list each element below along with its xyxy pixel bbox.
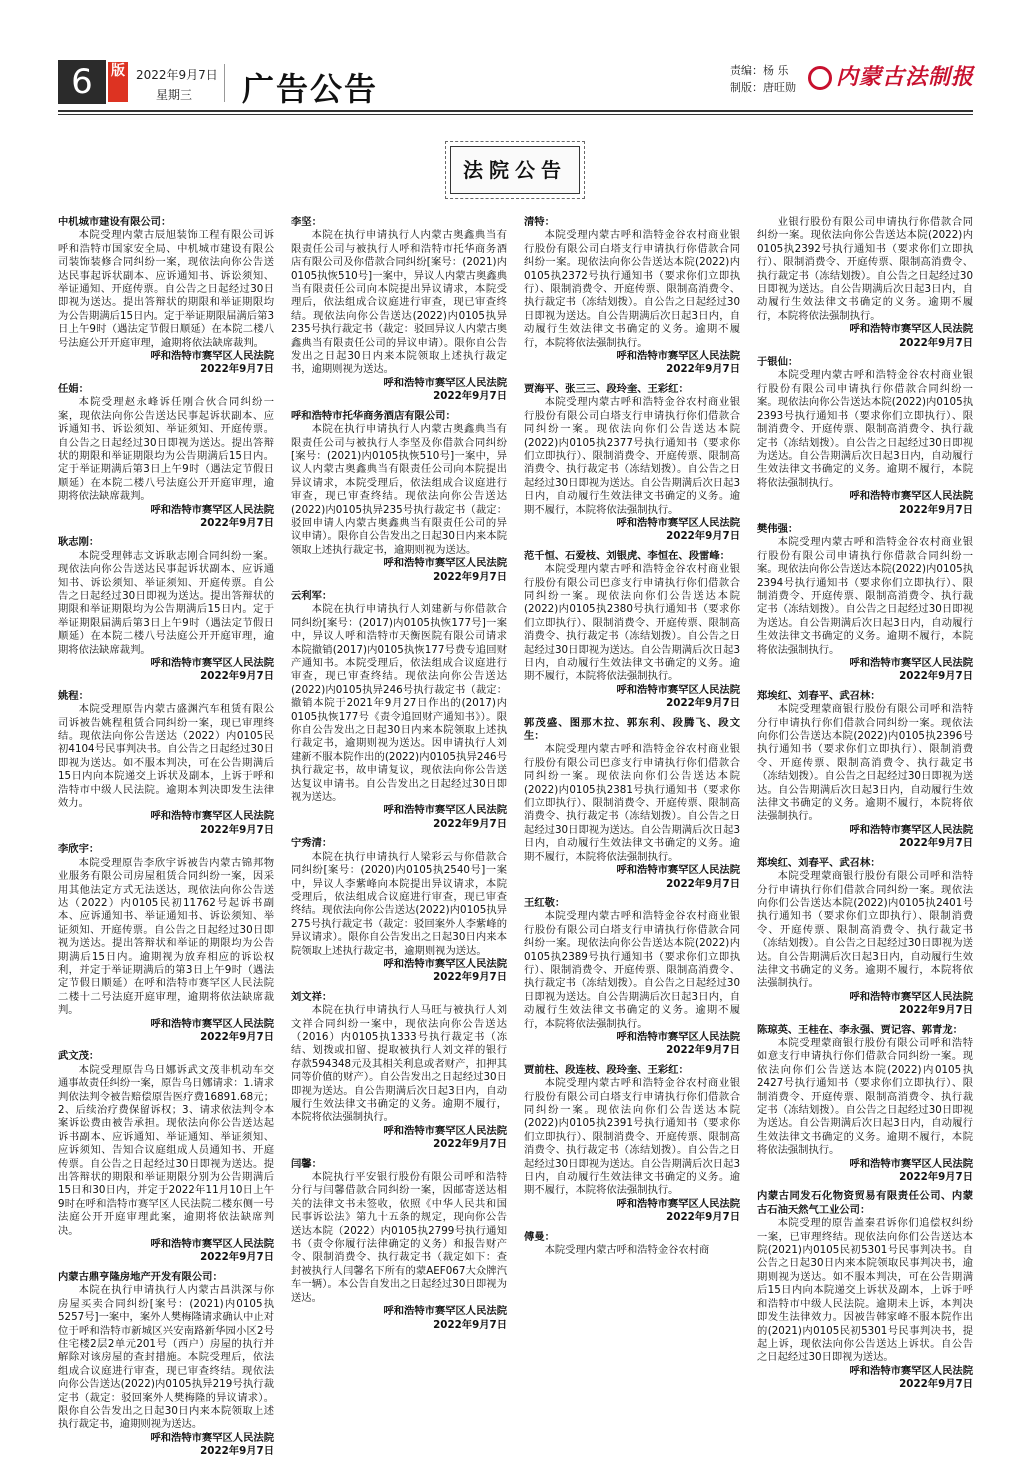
court-notice — [58, 383, 274, 530]
notice-addressee: 郑埃红、刘春平、武召林： — [757, 689, 881, 702]
header-divider — [224, 64, 225, 102]
notice-court: 呼和浩特市赛罕区人民法院 — [150, 350, 274, 363]
notice-body: 本院受理蒙商银行股份有限公司呼和浩特如意支行申请执行你们借款合同纠纷一案。现依法向你们公告送达本院(2022)内0105执2427号执行通知书（要求你们立即执行）、限制消费令、开庭传票、限制高消费令、执行裁定书（冻结划拨）。自公告之日起经过30日即视为送达。自公告期满后次日起3日内，自动履行生效法律文书确定的义务。逾期不履行，本院将依法强制执行。 — [757, 1036, 973, 1157]
notice-date: 2022年9月7日 — [200, 516, 274, 529]
notice-body: 本院在执行申请执行人马旺与被执行人刘文祥合同纠纷一案中，现依法向你公告送达（2016）内0105执1333号执行裁定书（冻结、划拨或扣留、提取被执行人刘文祥的银行存款594348元及其相关利息或者财产，扣押其同等价值的财产）。自公告发出之日起经过30日即视为送达。自公告期满后次日起3日内，自动履行生效法律文书确定的义务。逾期不履行，本院将依法强制执行。 — [291, 1004, 507, 1124]
notice-addressee: 傅曼： — [524, 1230, 555, 1243]
notice-court: 呼和浩特市赛罕区人民法院 — [849, 990, 973, 1003]
notice-addressee: 清特： — [524, 216, 555, 228]
notice-addressee: 王红敬： — [524, 896, 566, 909]
notice-addressee: 云利军： — [291, 589, 333, 602]
notice-court: 呼和浩特市赛罕区人民法院 — [383, 1124, 507, 1137]
notice-body: 本院受理原告李欣宇诉被告内蒙古锦邦物业服务有限公司房屋租赁合同纠纷一案，因采用其他法定方式无法送达，现依法向你公告送达（2022）内0105民初11762号起诉书副本、应诉通知书、举证通知书、诉讼须知、举证须知、开庭传票。自公告之日起经过30日即视为送达。提出答辩状和举证的期限均为公告期满后15日内。逾期视为放弃相应的诉讼权利，并定于举证期满后的第3日上午9时（遇法定节假日顺延）在呼和浩特市赛罕区人民法院二楼十二号法庭开庭审理，逾期将依法缺席裁判。 — [58, 856, 274, 1017]
notice-body: 本院受理蒙商银行股份有限公司呼和浩特分行申请执行你们借款合同纠纷一案。现依法向你们公告送达本院(2022)内0105执2401号执行通知书（要求你们立即执行）、限制消费令、开庭传票、限制高消费令、执行裁定书（冻结划拨）。自公告之日起经过30日即视为送达。自公告期满后次日起3日内，自动履行生效法律文书确定的义务。逾期不履行，本院将依法强制执行。 — [757, 870, 973, 990]
notice-court: 呼和浩特市赛罕区人民法院 — [849, 323, 973, 336]
court-notice — [58, 1050, 274, 1265]
editor-line: 责编：杨 乐 — [730, 64, 789, 77]
court-notice — [291, 837, 507, 984]
court-notice — [757, 216, 973, 350]
notice-body: 本院受理内蒙古呼和浩特金谷农村商 — [544, 1244, 710, 1257]
notice-court: 呼和浩特市赛罕区人民法院 — [150, 503, 274, 516]
court-notice — [291, 590, 507, 831]
masthead — [808, 60, 974, 91]
court-notice — [524, 897, 740, 1058]
issue-weekday: 星期三 — [156, 88, 193, 102]
court-notice — [757, 523, 973, 684]
editor-credits — [730, 62, 796, 96]
notice-date: 2022年9月7日 — [433, 1138, 507, 1151]
notice-court: 呼和浩特市赛罕区人民法院 — [616, 864, 740, 877]
notice-body: 本院受理原告乌日娜诉武文茂非机动车交通事故责任纠纷一案，原告乌日娜请求：1.请求判依法判令被告赔偿原告医疗费16891.68元；2、后续治疗费保留诉权；3、请求依法判令本案诉讼费由被告承担。现依法向你公告送达起诉书副本、应诉通知、举证通知、举证须知、应诉须知、告知合议庭组成人员通知书、开庭传票。自公告之日起经过30日即视为送达。提出答辩状的期限和举证期限分别为公告期满后15日和30日内，并定于2022年11月10日上午9时在呼和浩特市赛罕区人民法院二楼东侧一号法庭公开开庭审理此案，逾期将依法缺席判决。 — [58, 1063, 274, 1237]
notice-body: 本院受理原告内蒙古盛渊汽车租赁有限公司诉被告姚程租赁合同纠纷一案，现已审理终结。现依法向你公告送达（2022）内0105民初4104号民事判决书。自公告之日起经过30日即视为送达。如不服本判决，可在公告期满后15日内向本院递交上诉状及副本，上诉于呼和浩特市中级人民法院。逾期本判决即发生法律效力。 — [58, 703, 274, 810]
notice-court: 呼和浩特市赛罕区人民法院 — [383, 1305, 507, 1318]
court-notice — [291, 410, 507, 584]
notice-addressee: 李坚： — [291, 216, 322, 228]
court-notice — [524, 383, 740, 544]
notice-date: 2022年9月7日 — [200, 363, 274, 376]
notice-date: 2022年9月7日 — [899, 503, 973, 516]
notice-court: 呼和浩特市赛罕区人民法院 — [150, 1238, 274, 1251]
notice-addressee: 武文茂： — [58, 1050, 100, 1063]
notice-date: 2022年9月7日 — [200, 1251, 274, 1264]
notice-court: 呼和浩特市赛罕区人民法院 — [849, 657, 973, 669]
column-4 — [757, 216, 973, 1484]
notice-court: 呼和浩特市赛罕区人民法院 — [849, 1364, 973, 1377]
notice-body: 本院受理内蒙古呼和浩特金谷农村商业银行股份有限公司白塔支行申请执行你借款合同纠纷一案。现依法向你公告送达本院(2022)内0105执2372号执行通知书（要求你们立即执行）、限制消费令、开庭传票、限制高消费令、执行裁定书（冻结划拨）。自公告之日起经过30日即视为送达。自公告期满后次日起3日内，自动履行生效法律文书确定的义务。逾期不履行，本院将依法强制执行。 — [524, 229, 740, 349]
notice-court: 呼和浩特市赛罕区人民法院 — [849, 823, 973, 836]
notice-date: 2022年9月7日 — [666, 530, 740, 543]
court-notice — [58, 690, 274, 837]
court-notice — [58, 1271, 274, 1459]
notice-body: 本院受理内蒙古呼和浩特金谷农村商业银行股份有限公司申请执行你借款合同纠纷一案。现依法向你公告送达本院(2022)内0105执2394号执行通知书（要求你们立即执行）、限制消费令、开庭传票、限制高消费令、执行裁定书（冻结划拨）。自公告之日起经过30日即视为送达。自公告期满后次日起3日内，自动履行生效法律文书确定的义务。逾期不履行，本院将依法强制执行。 — [757, 536, 973, 656]
court-notice — [524, 717, 740, 891]
court-notice — [757, 1024, 973, 1185]
notice-addressee: 耿志刚： — [58, 536, 100, 549]
notice-date: 2022年9月7日 — [433, 390, 507, 403]
notice-date: 2022年9月7日 — [433, 971, 507, 984]
producer-line: 制版：唐旺勋 — [730, 81, 796, 94]
notice-date: 2022年9月7日 — [200, 1030, 274, 1043]
notice-addressee: 贾前柱、段连枝、段玲奎、王彩红： — [524, 1063, 689, 1076]
notice-court: 呼和浩特市赛罕区人民法院 — [616, 350, 740, 363]
header-rule-thin — [58, 114, 973, 115]
notice-body: 本院在执行申请执行人梁彩云与你借款合同纠纷[案号：(2020)内0105执2540号]一案中，异议人李紫峰向本院提出异议请求，本院受理后，依法组成合议庭进行审查，现已审查终结。现依法向你公告送达(2022)内0105执异275号执行裁定书（裁定：驳回案外人李紫峰的异议请求）。限你自公告发出之日起30日内来本院领取上述执行裁定书，逾期则视为送达。 — [291, 850, 507, 957]
notice-court: 呼和浩特市赛罕区人民法院 — [616, 516, 740, 529]
notice-date: 2022年9月7日 — [200, 823, 274, 836]
notice-date: 2022年9月7日 — [200, 1445, 274, 1458]
court-notice — [58, 216, 274, 377]
notice-date: 2022年9月7日 — [666, 697, 740, 710]
notice-date: 2022年9月7日 — [899, 670, 973, 683]
court-notice — [757, 857, 973, 1018]
notice-body: 本院受理内蒙古呼和浩特金谷农村商业银行股份有限公司白塔支行申请执行你借款合同纠纷一案。现依法向你公告送达本院(2022)内0105执2389号执行通知书（要求你们立即执行）、限制消费令、开庭传票、限制高消费令、执行裁定书（冻结划拨）。自公告之日起经过30日即视为送达。自公告期满后次日起3日内，自动履行生效法律文书确定的义务。逾期不履行，本院将依法强制执行。 — [524, 910, 740, 1030]
notice-court: 呼和浩特市赛罕区人民法院 — [150, 1017, 274, 1030]
notice-body: 本院受理内蒙古辰旭装饰工程有限公司诉呼和浩特市国家安全局、中机城市建设有限公司装饰装修合同纠纷一案，现依法向你公告送达民事起诉状副本、应诉通知书、诉讼须知、举证通知、开庭传票。自公告之日起经过30日即视为送达。提出答辩状的期限和举证期限均为公告期满后15日内。定于举证期限届满后第3日上午9时（遇法定节假日顺延）在本院二楼八号法庭公开开庭审理，逾期将依法缺席裁判。 — [58, 229, 274, 349]
notice-addressee: 宁秀清： — [291, 837, 333, 850]
notice-addressee: 范千恒、石爱枝、刘银虎、李恒在、段雷峰： — [524, 549, 730, 562]
notice-body: 本院执行平安银行股份有限公司呼和浩特分行与闫馨借款合同纠纷一案，因邮寄送达相关的法律文书未签收，依照《中华人民共和国民事诉讼法》第九十五条的规定，现向你公告送达本院（2022）内0105执2799号执行通知书（责令你履行法律确定的义务）和报告财产令、限制消费令、执行裁定书（裁定如下：查封被执行人闫馨名下所有的蒙AEF067大众牌汽车一辆）。本公告自发出之日起经过30日即视为送达。 — [291, 1171, 507, 1304]
newspaper-logo-icon — [808, 66, 832, 90]
court-notice — [58, 536, 274, 683]
notice-court: 呼和浩特市赛罕区人民法院 — [616, 1030, 740, 1043]
notice-date: 2022年9月7日 — [433, 817, 507, 830]
notice-body: 本院受理内蒙古呼和浩特金谷农村商业银行股份有限公司白塔支行申请执行你们借款合同纠纷一案。现依法向你们公告送达本院(2022)内0105执2391号执行通知书（要求你们立即执行）、限制消费令、开庭传票、限制高消费令、执行裁定书（冻结划拨）。自公告之日起经过30日即视为送达。自公告期满后次日起3日内，自动履行生效法律文书确定的义务。逾期不履行，本院将依法强制执行。 — [524, 1077, 740, 1197]
court-notice — [757, 690, 973, 851]
notice-date: 2022年9月7日 — [899, 1378, 973, 1391]
court-notice — [524, 550, 740, 711]
notice-court: 呼和浩特市赛罕区人民法院 — [383, 804, 507, 817]
court-notice — [291, 1158, 507, 1332]
notice-addressee: 于银仙： — [757, 356, 799, 369]
notice-columns — [58, 216, 973, 1484]
notice-court: 呼和浩特市赛罕区人民法院 — [849, 490, 973, 503]
notice-court: 呼和浩特市赛罕区人民法院 — [616, 683, 740, 696]
notice-date: 2022年9月7日 — [433, 1318, 507, 1331]
notice-court: 呼和浩特市赛罕区人民法院 — [150, 1431, 274, 1444]
court-notice — [524, 1231, 740, 1258]
notice-body: 本院受理内蒙古呼和浩特金谷农村商业银行股份有限公司申请执行你借款合同纠纷一案。现依法向你公告送达本院(2022)内0105执2393号执行通知书（要求你们立即执行）、限制消费令、开庭传票、限制高消费令、执行裁定书（冻结划拨）。自公告之日起经过30日即视为送达。自公告期满后次日起3日内，自动履行生效法律文书确定的义务。逾期不履行，本院将依法强制执行。 — [757, 369, 973, 489]
notice-addressee: 姚程： — [58, 689, 89, 702]
notice-addressee: 呼和浩特市托华商务酒店有限公司： — [291, 409, 456, 422]
notice-addressee: 贾海平、张三三、段玲奎、王彩红： — [524, 382, 689, 395]
notice-addressee: 内蒙古同发石化物资贸易有限责任公司、内蒙古石油天然气工业公司： — [757, 1190, 973, 1216]
court-notice — [524, 216, 740, 377]
notice-body: 本院受理韩志文诉耿志刚合同纠纷一案。现依法向你公告送达民事起诉状副本、应诉通知书、诉讼须知、举证须知、开庭传票。自公告之日起经过30日即视为送达。提出答辩状的期限和举证期限均为公告期满后15日内。定于举证期限届满后第3日上午9时（遇法定节假日顺延）在本院二楼八号法庭公开开庭审理，逾期将依法缺席裁判。 — [58, 549, 274, 656]
notice-date: 2022年9月7日 — [899, 1004, 973, 1017]
notice-addressee: 闫馨： — [291, 1157, 322, 1170]
notice-court: 呼和浩特市赛罕区人民法院 — [616, 1197, 740, 1210]
notice-body: 本院在执行申请执行人刘建新与你借款合同纠纷[案号：(2017)内0105执恢177号]一案中，异议人呼和浩特市天衡医院有限公司请求本院撤销(2017)内0105执恢177号费专追回财产通知书。本院受理后，依法组成合议庭进行审查，现已审查终结。现依法向你公告送达(2022)内0105执异246号执行裁定书（裁定：撤销本院于2021年9月27日作出的(2017)内0105执恢177号《责令追回财产通知书》）。限你自公告发出之日起30日内来本院领取上述执行裁定书，逾期则视为送达。因申请执行人刘建新不服本院作出的(2022)内0105执异246号执行裁定书，故申请复议，现依法向你公告送达复议申请书。自公告发出之日起经过30日即视为送达。 — [291, 603, 507, 804]
notice-date: 2022年9月7日 — [899, 336, 973, 349]
notice-addressee: 任娟： — [58, 382, 89, 395]
notice-court: 呼和浩特市赛罕区人民法院 — [849, 1157, 973, 1170]
notice-date: 2022年9月7日 — [666, 1211, 740, 1224]
issue-date: 2022年9月7日 — [136, 68, 218, 82]
notice-date: 2022年9月7日 — [899, 1171, 973, 1184]
notice-addressee: 刘文祥： — [291, 990, 333, 1003]
column-2 — [291, 216, 507, 1484]
court-notice — [524, 1064, 740, 1225]
notice-court: 呼和浩特市赛罕区人民法院 — [150, 810, 274, 823]
notice-court: 呼和浩特市赛罕区人民法院 — [383, 376, 507, 389]
page-number: 6 — [58, 60, 106, 104]
court-notice — [757, 1190, 973, 1391]
notice-addressee: 内蒙古鼎亨隆房地产开发有限公司： — [58, 1270, 223, 1283]
header-rule — [58, 110, 973, 112]
notice-body: 本院受理内蒙古呼和浩特金谷农村商业银行股份有限公司巴彦支行申请执行你们借款合同纠纷一案。现依法向你们公告送达本院(2022)内0105执2381号执行通知书（要求你们立即执行）、限制消费令、开庭传票、限制高消费令、执行裁定书（冻结划拨）。自公告之日起经过30日即视为送达。自公告期满后次日起3日内，自动履行生效法律文书确定的义务。逾期不履行，本院将依法强制执行。 — [524, 743, 740, 863]
column-3 — [524, 216, 740, 1484]
court-notice — [757, 356, 973, 517]
section-title: 广告公告 — [242, 70, 379, 108]
notice-body: 本院受理蒙商银行股份有限公司呼和浩特分行申请执行你们借款合同纠纷一案。现依法向你们公告送达本院(2022)内0105执2396号执行通知书（要求你们立即执行）、限制消费令、开庭传票、限制高消费令、执行裁定书（冻结划拨）。自公告之日起经过30日即视为送达。自公告期满后次日起3日内，自动履行生效法律文书确定的义务。逾期不履行，本院将依法强制执行。 — [757, 703, 973, 823]
notice-date: 2022年9月7日 — [433, 570, 507, 583]
page-label: 版 — [108, 62, 128, 102]
notice-body: 本院受理内蒙古呼和浩特金谷农村商业银行股份有限公司白塔支行申请执行你们借款合同纠纷一案。现依法向你们公告送达本院(2022)内0105执2377号执行通知书（要求你们立即执行）、限制消费令、开庭传票、限制高消费令、执行裁定书（冻结划拨）。自公告之日起经过30日即视为送达。自公告期满后次日起3日内，自动履行生效法律文书确定的义务。逾期不履行，本院将依法强制执行。 — [524, 396, 740, 516]
notice-date: 2022年9月7日 — [666, 877, 740, 890]
notice-body: 本院受理内蒙古呼和浩特金谷农村商业银行股份有限公司巴彦支行申请执行你们借款合同纠纷一案。现依法向你们公告送达本院(2022)内0105执2380号执行通知书（要求你们立即执行）、限制消费令、开庭传票、限制高消费令、执行裁定书（冻结划拨）。自公告之日起经过30日即视为送达。自公告期满后次日起3日内，自动履行生效法律文书确定的义务。逾期不履行，本院将依法强制执行。 — [524, 563, 740, 683]
notice-date: 2022年9月7日 — [666, 1044, 740, 1057]
court-notice — [291, 216, 507, 404]
notice-addressee: 陈琼英、王桂在、李永强、贾记容、郭青龙： — [757, 1023, 963, 1036]
notice-body: 业银行股份有限公司申请执行你借款合同纠纷一案。现依法向你公告送达本院(2022)内0105执2392号执行通知书（要求你们立即执行）、限制消费令、开庭传票、限制高消费令、执行裁定书（冻结划拨）。自公告之日起经过30日即视为送达。自公告期满后次日起3日内，自动履行生效法律文书确定的义务。逾期不履行，本院将依法强制执行。 — [757, 216, 973, 322]
page-header — [58, 60, 988, 108]
notice-body: 本院受理赵永峰诉任刚合伙合同纠纷一案，现依法向你公告送达民事起诉状副本、应诉通知书、诉讼须知、举证须知、开庭传票。自公告之日起经过30日即视为送达。提出答辩状的期限和举证期限均为公告期满后15日内。定于举证期满后第3日上午9时（遇法定节假日顺延）在本院二楼八号法庭公开开庭审理，逾期将依法缺席裁判。 — [58, 396, 274, 503]
column-1 — [58, 216, 274, 1484]
notice-section-title: 法院公告 — [450, 146, 580, 194]
court-notice — [291, 991, 507, 1152]
notice-date: 2022年9月7日 — [666, 363, 740, 376]
notice-addressee: 中机城市建设有限公司： — [58, 216, 172, 228]
notice-addressee: 樊伟强： — [757, 522, 799, 535]
notice-court: 呼和浩特市赛罕区人民法院 — [383, 557, 507, 570]
notice-court: 呼和浩特市赛罕区人民法院 — [383, 957, 507, 970]
court-notice — [58, 843, 274, 1044]
notice-addressee: 郑埃红、刘春平、武召林： — [757, 856, 881, 869]
notice-addressee: 李欣宇： — [58, 843, 100, 856]
notice-addressee: 郭茂盛、图那木拉、郭东利、段腾飞、段文生： — [524, 716, 740, 743]
notice-body: 本院在执行申请执行人内蒙古奥鑫典当有限责任公司与被执行人李坚及你借款合同纠纷[案号：(2021)内0105执恢510号]一案中，异议人内蒙古奥鑫典当有限责任公司向本院提出异议请求，本院受理后，依法组成合议庭进行审查，现已审查终结。现依法向你公告送达(2022)内0105执异235号执行裁定书（裁定：驳回申请人内蒙古奥鑫典当有限责任公司的异议申请）。限你自公告发出之日起30日内来本院领取上述执行裁定书，逾期则视为送达。 — [291, 423, 507, 556]
notice-court: 呼和浩特市赛罕区人民法院 — [150, 657, 274, 669]
notice-date: 2022年9月7日 — [200, 670, 274, 683]
notice-date: 2022年9月7日 — [899, 837, 973, 850]
notice-body: 本院在执行申请执行人内蒙古昌洪深与你房屋买卖合同纠纷[案号：(2021)内0105执5257号]一案中，案外人樊梅隆请求确认中止对位于呼和浩特市新城区兴安南路新华园小区2号住宅楼2层2单元201号（西户）房屋的执行并解除对该房屋的查封措施。本院受理后，依法组成合议庭进行审查，现已审查终结。现依法向你公告送达(2022)内0105执异219号执行裁定书（裁定：驳回案外人樊梅隆的异议请求）。限你自公告发出之日起30日内来本院领取上述执行裁定书，逾期则视为送达。 — [58, 1284, 274, 1431]
notice-body: 本院在执行申请执行人内蒙古奥鑫典当有限责任公司与被执行人呼和浩特市托华商务酒店有限公司及你借款合同纠纷[案号：(2021)内0105执恢510号]一案中，异议人内蒙古奥鑫典当有限责任公司向本院提出异议请求，本院受理后，依法组成合议庭进行审查，现已审查终结。现依法向你公告送达(2022)内0105执异235号执行裁定书（裁定：驳回异议人内蒙古奥鑫典当有限责任公司的异议申请）。限你自公告发出之日起30日内来本院领取上述执行裁定书，逾期则视为送达。 — [291, 229, 507, 376]
notice-body: 本院受理的原告盖秦君诉你们追偿权纠纷一案，已审理终结。现依法向你们公告送达本院(2021)内0105民初5301号民事判决书。自公告之日起30日内来本院领取民事判决书，逾期则视为送达。如不服本判决，可在公告期满后15日内向本院递交上诉状及副本，上诉于呼和浩特市中级人民法院。逾期未上诉，本判决即发生法律效力。因被告韩家峰不服本院作出的(2021)内0105民初5301号民事判决书，提起上诉，现依法向你公告送达上诉状。自公告之日起经过30日即视为送达。 — [757, 1217, 973, 1364]
masthead-title: 内蒙古法制报 — [836, 65, 975, 90]
